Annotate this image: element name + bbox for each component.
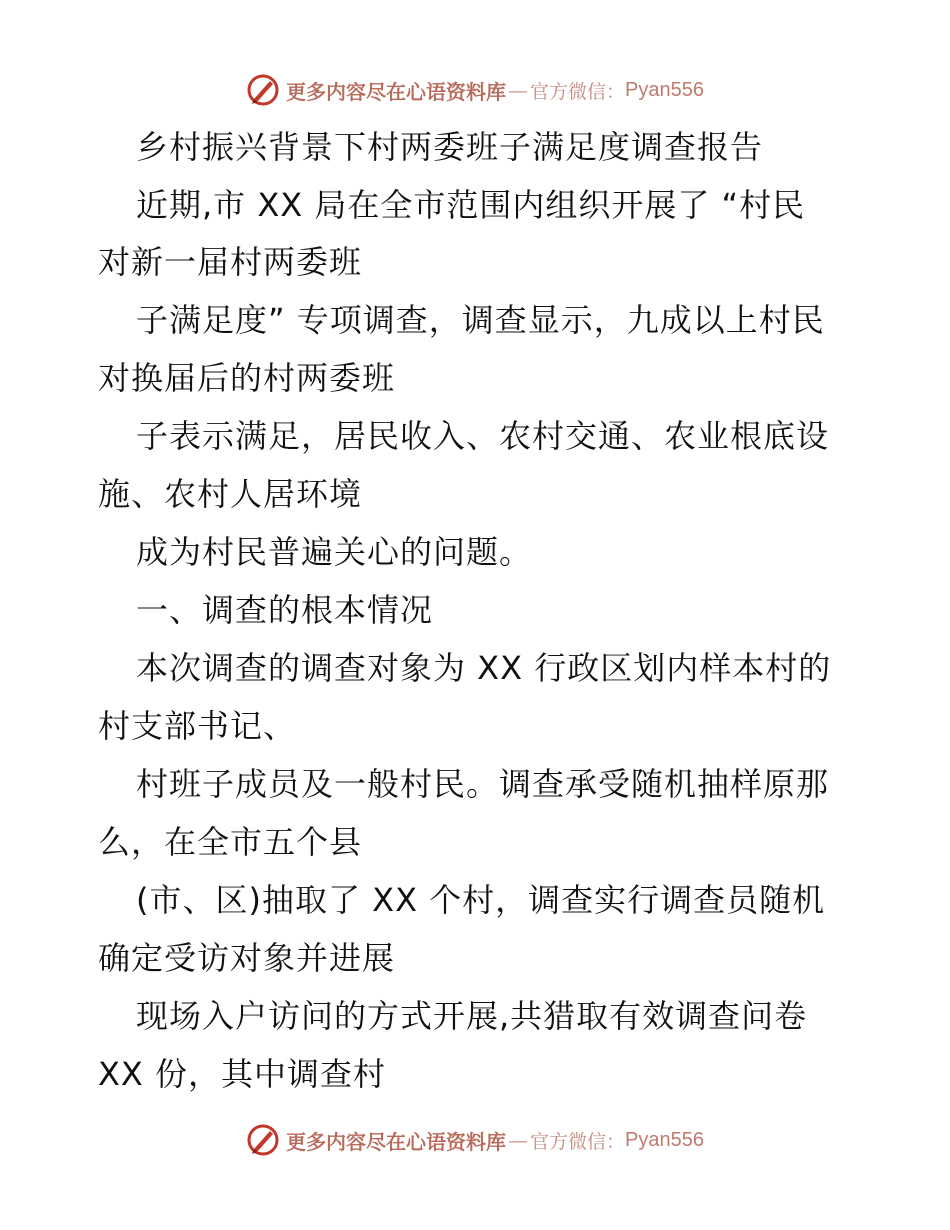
paragraph-line: 么，在全市五个县 (98, 823, 363, 861)
banner-wechat-label: 官方微信： (530, 80, 626, 103)
paragraph-line: 现场入户访问的方式开展,共猎取有效调查问卷 (136, 997, 808, 1035)
paragraph-line: (市、区)抽取了 XX 个村，调查实行调查员随机 (136, 881, 826, 919)
banner-text: 更多内容尽在心语资料库 (286, 79, 506, 104)
banner-dash: — (508, 78, 528, 102)
section-heading: 一、调查的根本情况 (136, 591, 434, 629)
paragraph-line: XX 份，其中调查村 (98, 1055, 387, 1093)
paragraph-line: 子表示满足，居民收入、农村交通、农业根底设 (136, 417, 830, 455)
paragraph-line: 确定受访对象并进展 (98, 939, 396, 977)
banner-dash: — (508, 1128, 528, 1152)
banner-wechat-id: Pyan556 (625, 1128, 704, 1151)
paragraph-line: 施、农村人居环境 (98, 475, 363, 513)
paragraph-line: 本次调查的调查对象为 XX 行政区划内样本村的 (136, 649, 832, 687)
paragraph-line: 对新一届村两委班 (98, 243, 363, 281)
paragraph-line: 村支部书记、 (98, 707, 297, 745)
paragraph-line: 近期,市 XX 局在全市范围内组织开展了 “村民 (136, 186, 806, 224)
banner-wechat-label: 官方微信： (530, 1130, 626, 1153)
banner-wechat-id: Pyan556 (625, 78, 704, 101)
footer-banner (0, 1120, 950, 1160)
paragraph-line: 子满足度” 专项调查，调查显示，九成以上村民 (136, 301, 825, 339)
paragraph-line: 成为村民普遍关心的问题。 (136, 533, 533, 571)
paragraph-line: 村班子成员及一般村民。调查承受随机抽样原那 (136, 765, 830, 803)
pen-logo-icon (246, 1123, 280, 1157)
paragraph-line: 对换届后的村两委班 (98, 359, 396, 397)
banner-text: 更多内容尽在心语资料库 (286, 1129, 506, 1154)
document-title: 乡村振兴背景下村两委班子满足度调查报告 (136, 128, 764, 166)
